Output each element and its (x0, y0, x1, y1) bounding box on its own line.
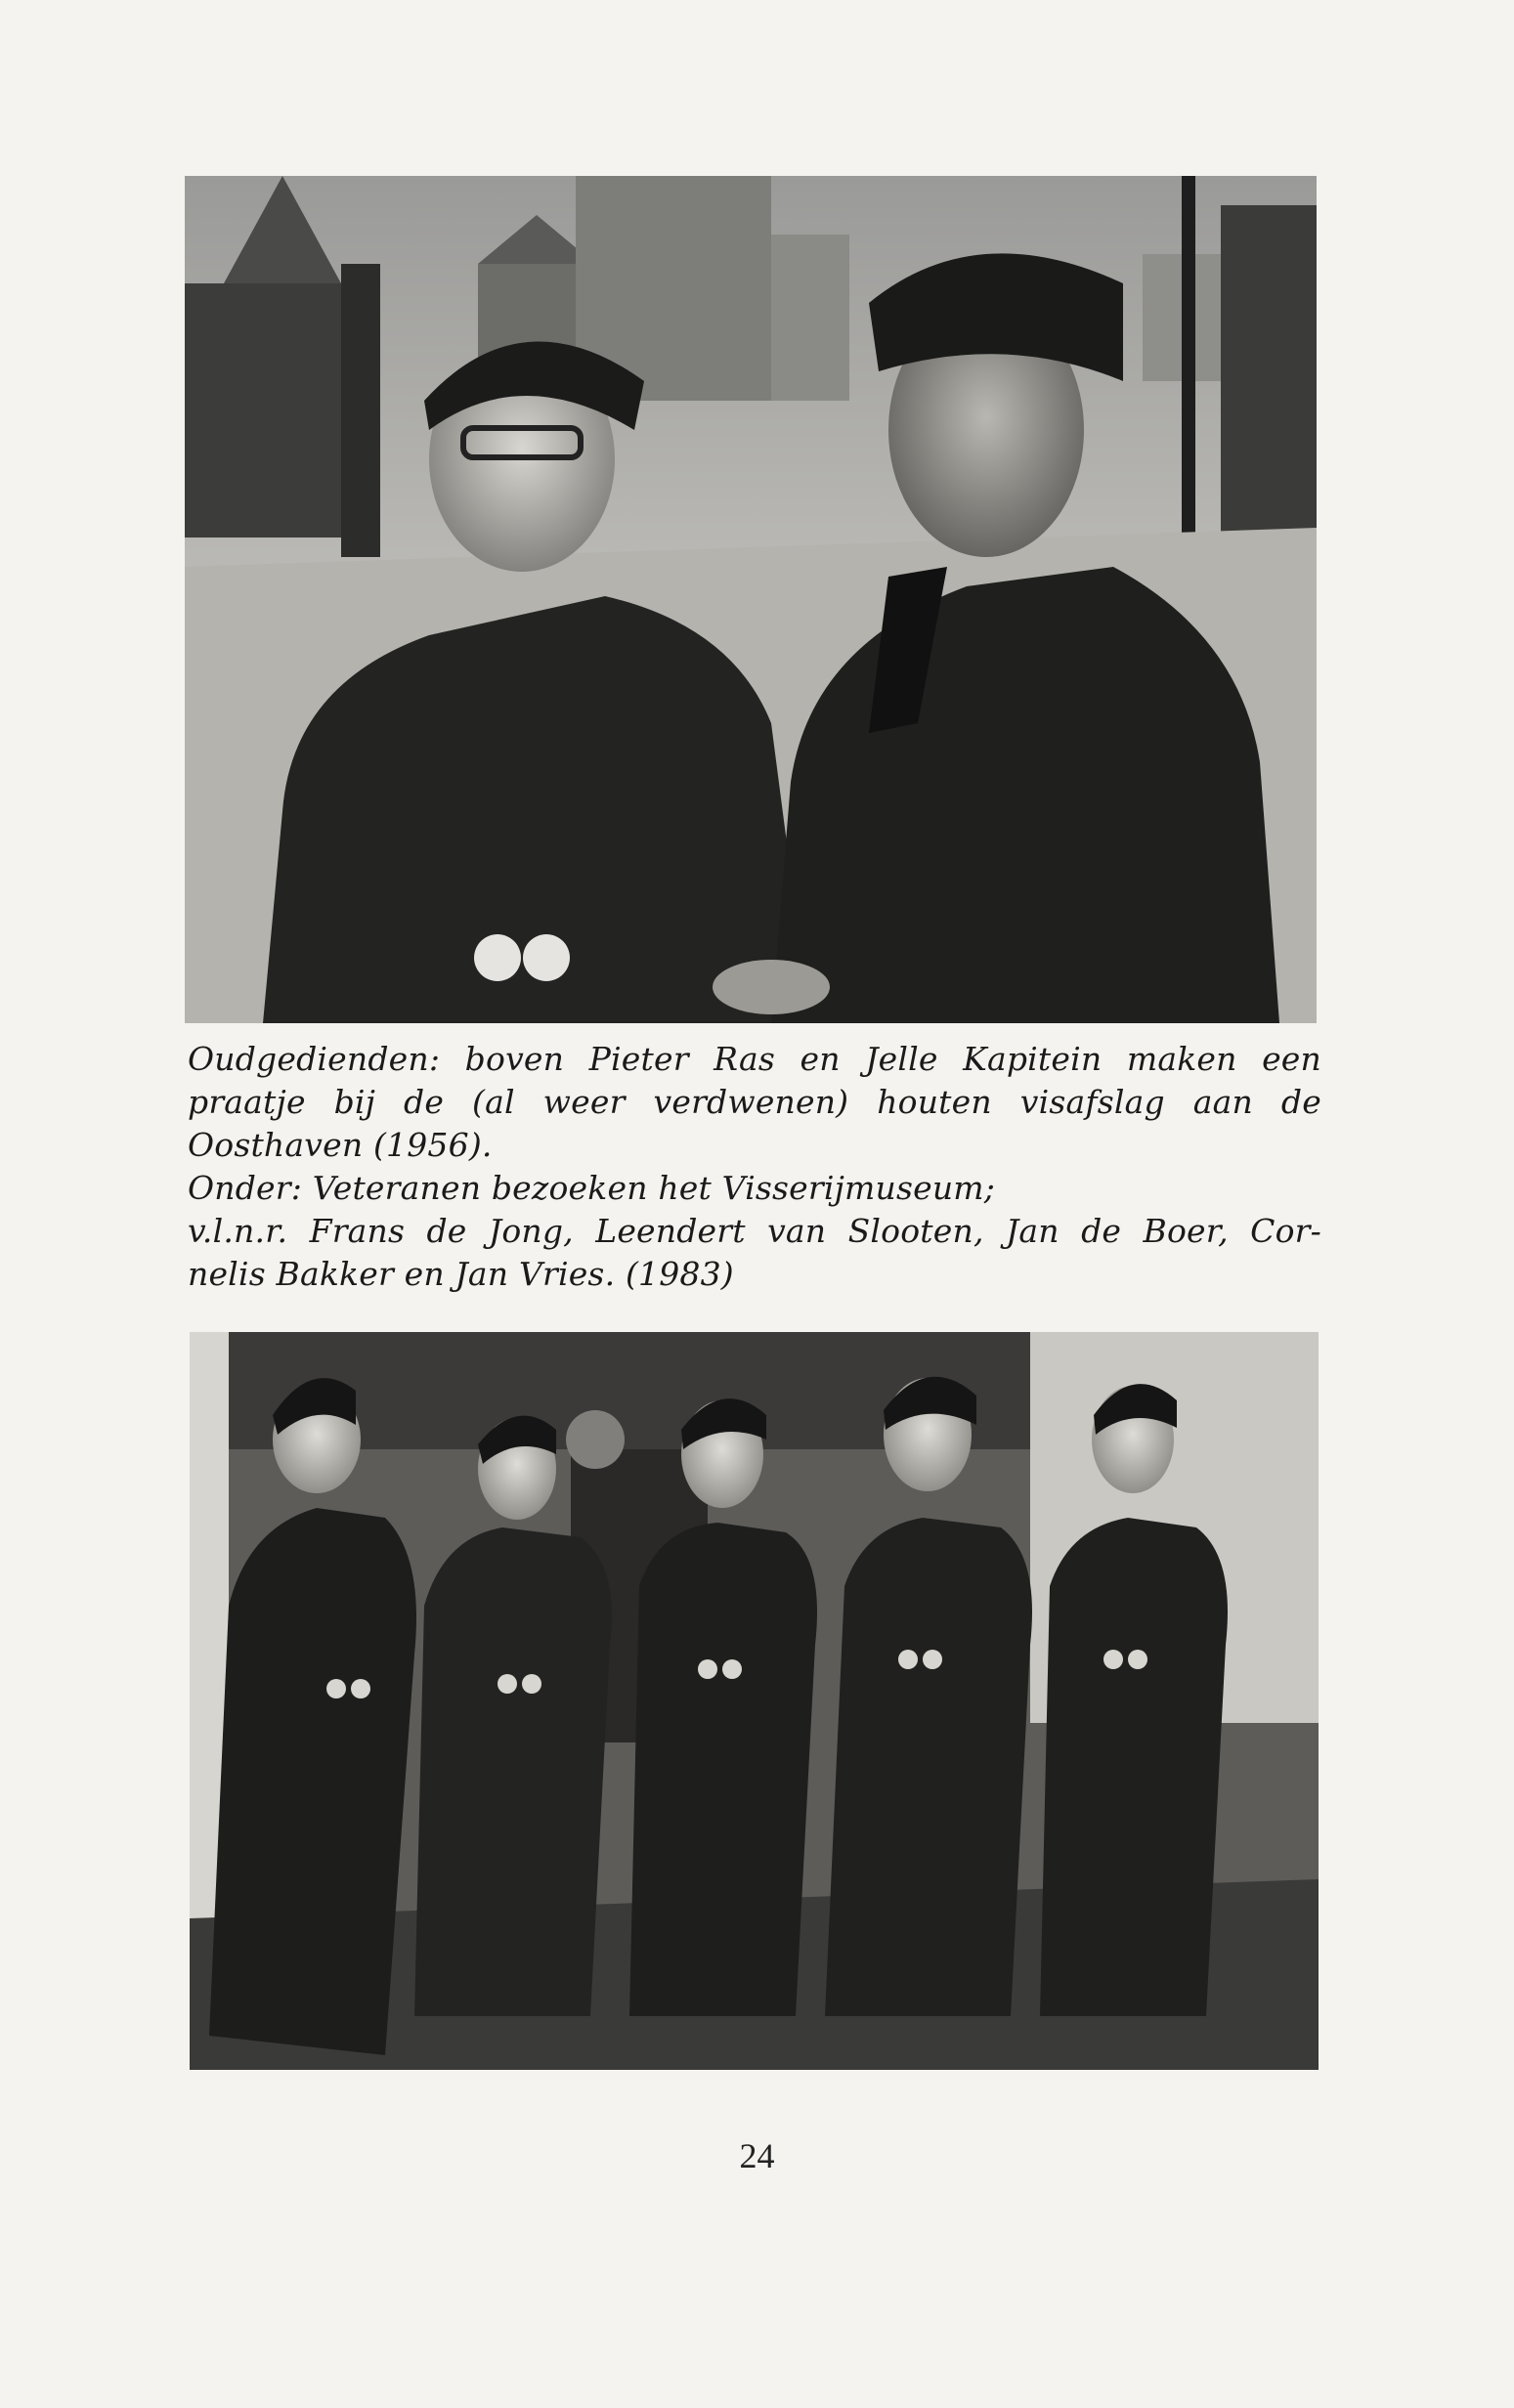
photo-top-illustration (185, 176, 1317, 1023)
caption-line-5: v.l.n.r. Frans de Jong, Leendert van Slooten, Jan de Boer, Cor- (188, 1212, 1321, 1250)
caption-line-2: praatje bij de (al weer verdwenen) houten visafslag aan de (188, 1083, 1321, 1121)
caption-line-1: Oudgedienden: boven Pieter Ras en Jelle Kapitein maken een (188, 1040, 1321, 1078)
photo-five-veterans (190, 1332, 1319, 2070)
caption-line-6: nelis Bakker en Jan Vries. (1983) (188, 1255, 734, 1293)
photo-two-fishermen (185, 176, 1317, 1023)
caption-line-3: Oosthaven (1956). (188, 1126, 493, 1164)
photo-caption (188, 1038, 1321, 1296)
page-number: 24 (739, 2136, 775, 2175)
photo-bottom-illustration (190, 1332, 1319, 2070)
caption-line-4: Onder: Veteranen bezoeken het Visserijmuseum; (188, 1169, 996, 1207)
